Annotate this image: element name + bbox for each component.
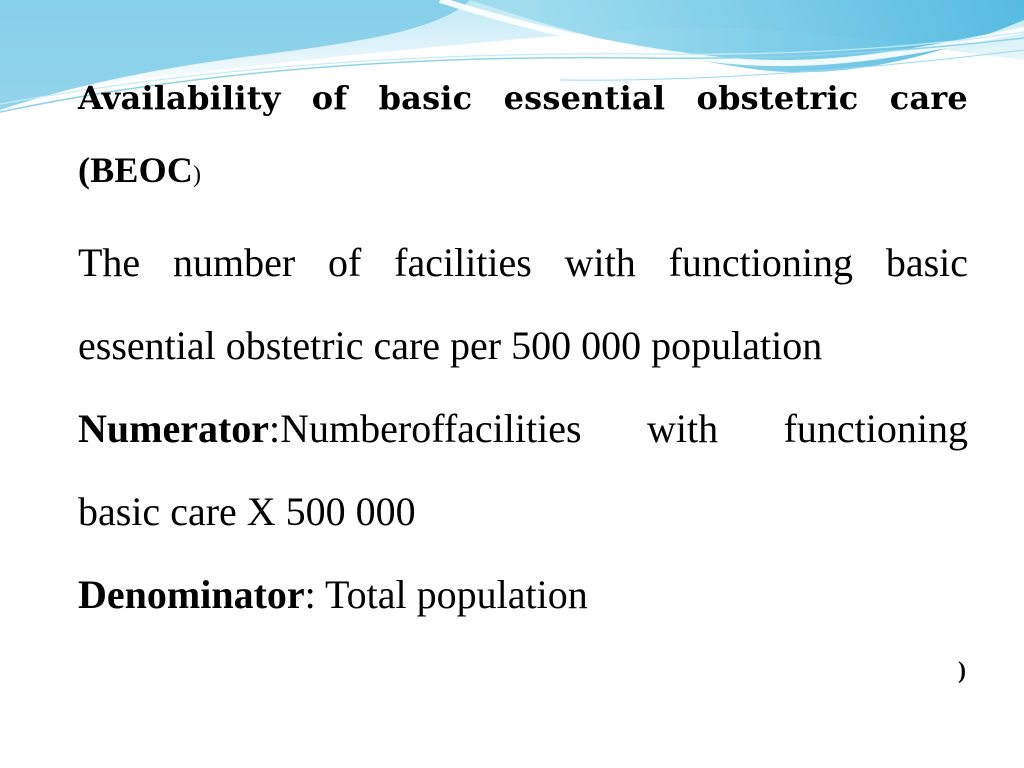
trailing-paren-mark: ) xyxy=(958,658,966,684)
slide-title-line-1: Availability of basic essential obstetric care xyxy=(78,79,968,117)
slide-content xyxy=(78,62,968,636)
numerator-line-1 xyxy=(78,387,968,470)
denominator-label: Denominator xyxy=(78,572,305,617)
numerator-text: Numberoffacilities with functioning xyxy=(280,406,968,451)
title-closing-paren: ) xyxy=(193,162,202,188)
denominator-line xyxy=(78,553,968,636)
title-abbreviation: (BEOC xyxy=(78,150,194,190)
slide-title-line-2 xyxy=(78,134,968,211)
numerator-label: Numerator xyxy=(78,406,270,451)
numerator-separator: : xyxy=(269,406,281,451)
definition-line-2: essential obstetric care per 500 000 population xyxy=(78,323,823,368)
numerator-line-2: basic care X 500 000 xyxy=(78,489,416,534)
denominator-text: Total population xyxy=(325,572,588,617)
denominator-separator: : xyxy=(304,572,326,617)
definition-line-1: The number of facilities with functioning basic xyxy=(78,240,968,285)
